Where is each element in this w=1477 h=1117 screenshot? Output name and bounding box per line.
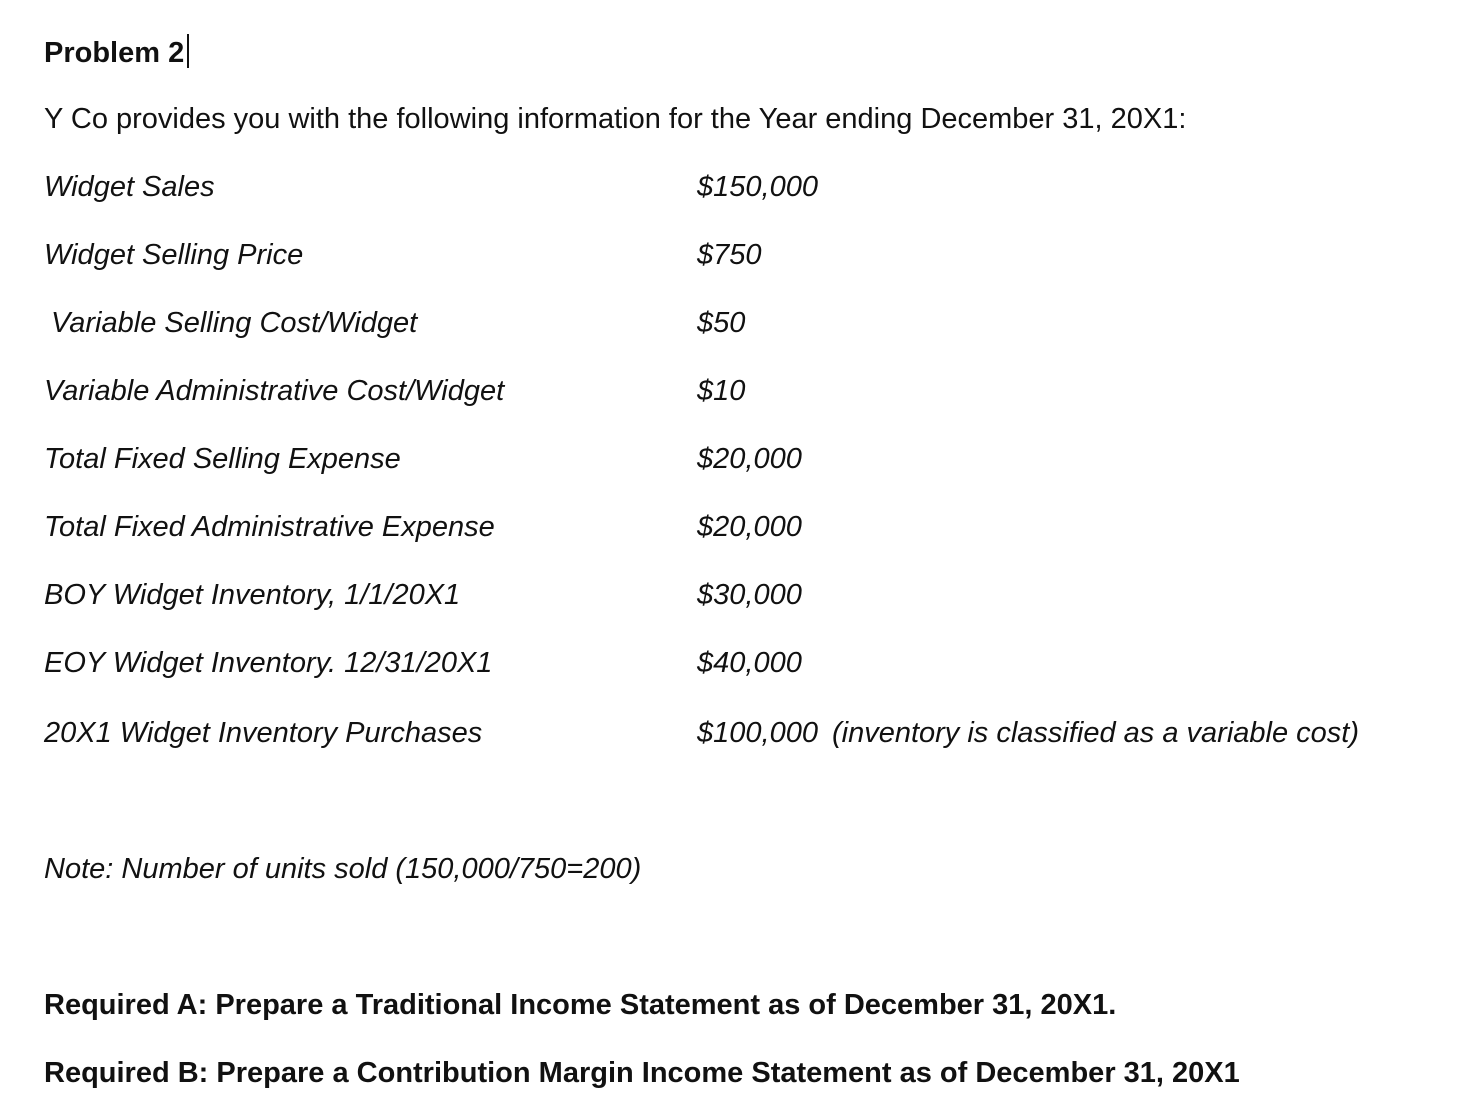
problem-title <box>44 34 189 70</box>
info-value: $750 <box>697 239 762 271</box>
info-value: $150,000 <box>697 171 818 203</box>
info-row-variable-admin-cost <box>0 374 1477 408</box>
text-cursor <box>187 34 189 68</box>
info-value: $20,000 <box>697 511 802 543</box>
info-value: $40,000 <box>697 647 802 679</box>
info-row-inventory-purchases <box>0 716 1477 750</box>
problem-title-text: Problem 2 <box>44 37 185 69</box>
info-row-variable-selling-cost <box>0 306 1477 340</box>
info-value: $50 <box>697 307 746 339</box>
info-label: BOY Widget Inventory, 1/1/20X1 <box>44 579 461 611</box>
info-label: Variable Administrative Cost/Widget <box>44 375 505 407</box>
info-value: $20,000 <box>697 443 802 475</box>
info-row-boy-inventory <box>0 578 1477 612</box>
info-label: Widget Selling Price <box>44 239 304 271</box>
info-label: Total Fixed Administrative Expense <box>44 511 495 543</box>
intro-text: Y Co provides you with the following information for the Year ending December 31, 20X1: <box>44 103 1187 135</box>
info-label: 20X1 Widget Inventory Purchases <box>44 717 483 749</box>
info-row-widget-sales <box>0 170 1477 204</box>
info-value-note: (inventory is classified as a variable cost) <box>831 717 1360 749</box>
info-value: $30,000 <box>697 579 802 611</box>
info-row-fixed-selling-expense <box>0 442 1477 476</box>
info-value: $10 <box>697 375 746 407</box>
info-row-fixed-admin-expense <box>0 510 1477 544</box>
info-label: Variable Selling Cost/Widget <box>51 307 418 339</box>
info-label: EOY Widget Inventory. 12/31/20X1 <box>44 647 493 679</box>
info-row-widget-selling-price <box>0 238 1477 272</box>
info-label: Total Fixed Selling Expense <box>44 443 401 475</box>
units-sold-note: Note: Number of units sold (150,000/750=200) <box>44 853 642 885</box>
required-b: Required B: Prepare a Contribution Margin Income Statement as of December 31, 20X1 <box>44 1057 1240 1089</box>
info-value <box>697 716 1359 750</box>
info-label: Widget Sales <box>44 171 215 203</box>
required-a: Required A: Prepare a Traditional Income Statement as of December 31, 20X1. <box>44 989 1117 1021</box>
info-value-amount: $100,000 <box>697 717 818 749</box>
info-row-eoy-inventory <box>0 646 1477 680</box>
